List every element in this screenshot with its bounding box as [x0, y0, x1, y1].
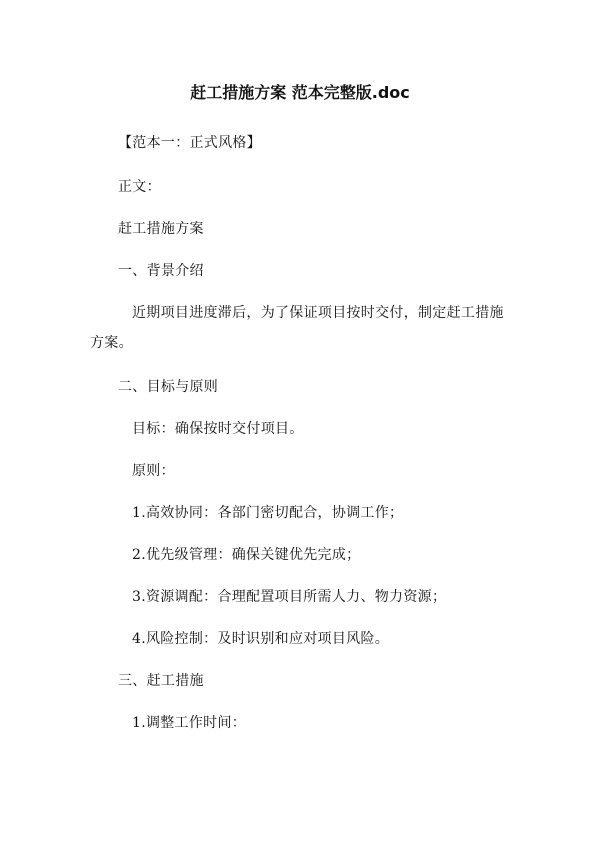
document-title: 赶工措施方案 范本完整版.doc	[190, 83, 410, 102]
principle-item: 2.优先级管理：确保关键优先完成；	[132, 547, 361, 563]
principle-item: 4.风险控制：及时识别和应对项目风险。	[132, 631, 390, 647]
doc-heading: 赶工措施方案	[118, 221, 204, 237]
paragraph-line: 近期项目进度滞后，为了保证项目按时交付，制定赶工措施	[132, 305, 504, 321]
body-label: 正文：	[118, 179, 161, 195]
goal-text: 目标：确保按时交付项目。	[132, 421, 304, 437]
principle-label: 原则：	[132, 463, 175, 479]
section-label: 【范本一：正式风格】	[118, 135, 261, 151]
principle-item: 1.高效协同：各部门密切配合，协调工作；	[132, 505, 404, 521]
heading-background: 一、背景介绍	[118, 263, 204, 279]
principle-item: 3.资源调配：合理配置项目所需人力、物力资源；	[132, 589, 447, 605]
paragraph-line: 方案。	[90, 335, 133, 351]
heading-goals: 二、目标与原则	[118, 379, 219, 395]
measure-item: 1.调整工作时间：	[132, 715, 247, 731]
heading-measures: 三、赶工措施	[118, 673, 204, 689]
